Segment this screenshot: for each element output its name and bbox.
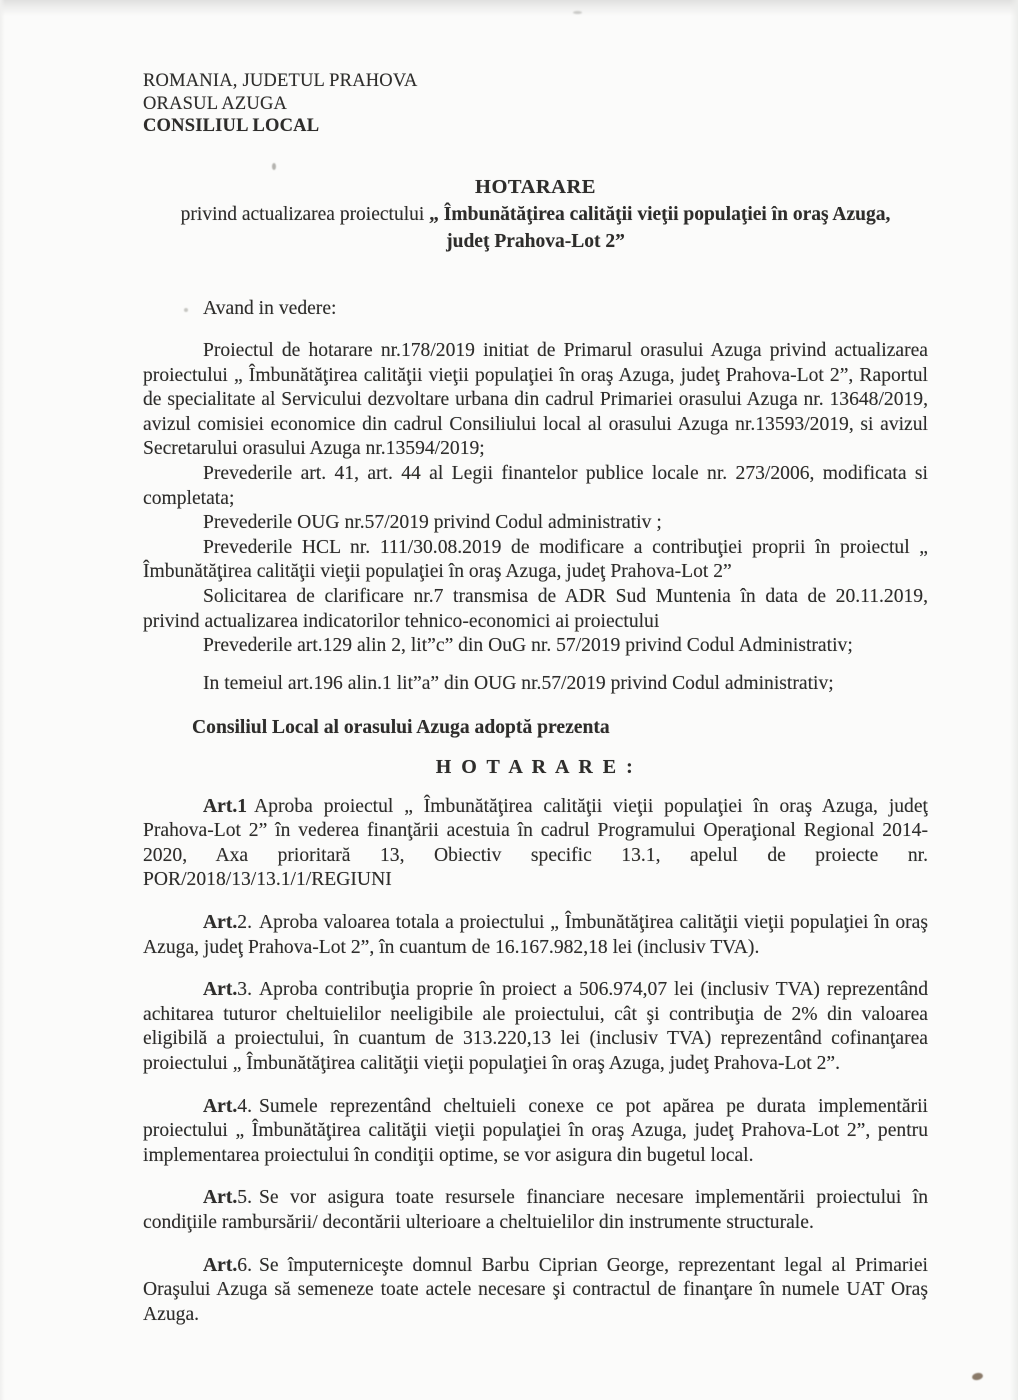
scan-edge-left bbox=[0, 0, 5, 1400]
article-4 bbox=[143, 1095, 928, 1169]
adoption-clause: Consiliul Local al orasului Azuga adoptă prezenta bbox=[192, 717, 610, 739]
article-label bbox=[203, 1255, 252, 1276]
article-text: Aproba proiectul „ Îmbunătăţirea calităţii vieţii populaţiei în oraş Azuga, judeţ Prahova-Lot 2” în vederea finanţării acestuia în cadrul Programului Operaţional Regional 2014-2020, Axa prioritară 13, Obiectiv specific 13.1, apelul de proiecte nr. POR/2018/13/13.1/1/REGIUNI bbox=[143, 795, 928, 891]
article-5 bbox=[143, 1186, 928, 1235]
article-label-num: 6. bbox=[237, 1254, 252, 1276]
decision-heading: H O T A R A R E : bbox=[435, 756, 636, 778]
scan-speck bbox=[573, 11, 582, 14]
article-label-bold: Art. bbox=[203, 1254, 238, 1276]
letterhead bbox=[143, 70, 928, 138]
article-label bbox=[203, 1096, 252, 1117]
article-2 bbox=[143, 911, 928, 960]
article-label bbox=[203, 796, 247, 817]
article-label-bold: Art. bbox=[203, 1095, 238, 1117]
document-title: HOTARARE bbox=[475, 175, 596, 198]
article-3 bbox=[143, 978, 928, 1076]
article-label bbox=[203, 912, 252, 933]
article-label bbox=[203, 979, 252, 1000]
article-6 bbox=[143, 1254, 928, 1328]
article-text: Aproba contribuţia proprie în proiect a 506.974,07 lei (inclusiv TVA) reprezentând achitarea tuturor cheltuielilor neeligibile ale proiectului, cât şi contribuţia de 2% din valoarea eligibilă a proiectului, în cuantum de 313.220,13 lei (inclusiv TVA) reprezentând cofinanţarea proiectului „ Îmbunătăţirea calităţii vieţii populaţiei în oraş Azuga, judeţ Prahova-Lot 2”. bbox=[143, 979, 928, 1074]
document-subtitle-line2: judeţ Prahova-Lot 2” bbox=[446, 231, 625, 252]
article-label-bold: Art. bbox=[203, 979, 238, 1001]
letterhead-country-county: ROMANIA, JUDETUL PRAHOVA bbox=[143, 71, 418, 91]
scan-speck bbox=[971, 1372, 983, 1381]
preamble-intro: Avand in vedere: bbox=[203, 297, 337, 319]
article-1 bbox=[143, 795, 928, 893]
document-subtitle-line1 bbox=[143, 202, 928, 228]
preamble-item: Proiectul de hotarare nr.178/2019 initiat de Primarul orasului Azuga privind actualizarea proiectului „ Îmbunătăţirea calităţii vieţii populaţiei în oraş Azuga, judeţ Prahova-Lot 2”, Raportul de specialitate al Servicului dezvoltare urbana din cadrul Primariei orasului Azuga nr. 13648/2019, avizul comisiei economice din cadrul Consiliului local al orasului Azuga nr.13593/2019, si avizul Secretarului orasului Azuga nr.13594/2019; bbox=[143, 340, 928, 460]
preamble-item: Prevederile art.129 alin 2, lit”c” din OuG nr. 57/2019 privind Codul Administrativ; bbox=[203, 635, 853, 657]
article-label-num: 5. bbox=[237, 1187, 252, 1209]
article-text: Aproba valoarea totala a proiectului „ Îmbunătăţirea calităţii vieţii populaţiei în oraş Azuga, judeţ Prahova-Lot 2”, în cuantum de 16.167.982,18 lei (inclusiv TVA). bbox=[143, 911, 928, 958]
preamble-item: Solicitarea de clarificare nr.7 transmisa de ADR Sud Muntenia în data de 20.11.2019, privind actualizarea indicatorilor tehnico-economici ai proiectului bbox=[143, 586, 928, 632]
article-label-num: 4. bbox=[237, 1095, 252, 1117]
title-block bbox=[143, 174, 928, 255]
article-label bbox=[203, 1187, 252, 1208]
scan-edge-top bbox=[0, 0, 1018, 16]
subtitle-prefix: privind actualizarea proiectului bbox=[180, 203, 430, 225]
letterhead-city: ORASUL AZUGA bbox=[143, 93, 288, 114]
article-label-num: 3. bbox=[237, 979, 252, 1001]
preamble-item: Prevederile HCL nr. 111/30.08.2019 de modificare a contribuţiei proprii în proiectul „ Îmbunătăţirea calităţii vieţii populaţiei în oraş Azuga, judeţ Prahova-Lot 2” bbox=[143, 536, 928, 583]
article-text: Se vor asigura toate resursele financiare necesare implementării proiectului în condiţiile rambursării/ decontării ulterioare a cheltuielilor din instrumente structurale. bbox=[143, 1187, 928, 1233]
scan-edge-right bbox=[1010, 0, 1018, 1400]
article-label-bold: Art. bbox=[203, 911, 238, 933]
document-body bbox=[143, 297, 928, 1328]
article-label-num: 2. bbox=[237, 911, 252, 933]
subtitle-project-name: „ Îmbunătăţirea calităţii vieţii populaţiei în oraş Azuga, bbox=[429, 203, 891, 225]
article-label-bold: Art.1 bbox=[203, 795, 248, 817]
legal-basis: In temeiul art.196 alin.1 lit”a” din OUG nr.57/2019 privind Codul administrativ; bbox=[203, 672, 834, 694]
article-text: Se împuterniceşte domnul Barbu Ciprian George, reprezentant legal al Primariei Oraşului Azuga să semeneze toate actele necesare şi contractul de finanţare în numele UAT Oraş Azuga. bbox=[143, 1254, 928, 1325]
article-label-bold: Art. bbox=[203, 1187, 238, 1209]
document-content bbox=[143, 70, 928, 1327]
letterhead-council: CONSILIUL LOCAL bbox=[143, 116, 320, 136]
preamble-item: Prevederile art. 41, art. 44 al Legii finantelor publice locale nr. 273/2006, modificata si completata; bbox=[143, 463, 928, 509]
preamble-item: Prevederile OUG nr.57/2019 privind Codul administrativ ; bbox=[203, 512, 662, 534]
article-text: Sumele reprezentând cheltuieli conexe ce pot apărea pe durata implementării proiectului „ Îmbunătăţirea calităţii vieţii populaţiei în oraş Azuga, judeţ Prahova-Lot 2”, pentru implementarea proiectului în condiţii optime, se vor asigura din bugetul local. bbox=[143, 1095, 928, 1166]
